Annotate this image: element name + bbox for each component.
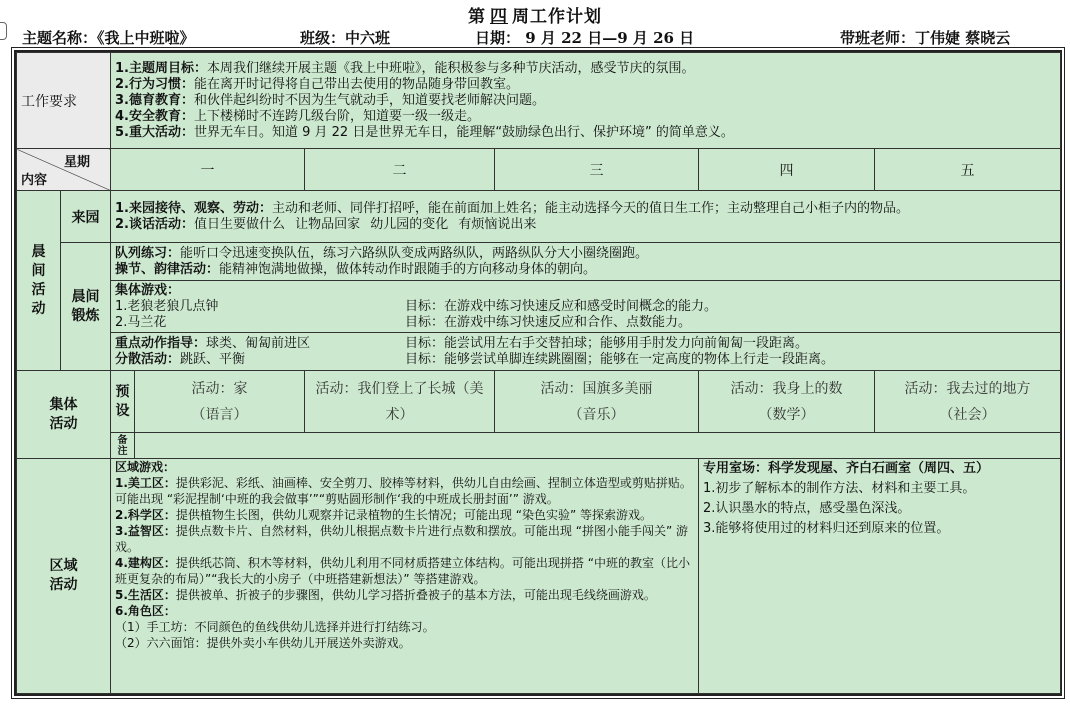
area-activity-label: [17, 459, 111, 694]
requirement-item: [115, 93, 1056, 109]
requirement-head: 5.重大活动：: [115, 124, 194, 140]
label-line: 活动: [49, 577, 78, 593]
week-number: 四: [490, 7, 508, 27]
requirements-label: 工作要求: [17, 53, 111, 149]
key-moves-row: [17, 333, 1061, 371]
requirement-item: [115, 125, 1056, 141]
area-item-text: 提供点数卡片、自然材料，供幼儿根据点数卡片进行点数和摆放。可能出现 “拼图小能手闯关” 游戏。: [115, 524, 688, 554]
free-goal: 目标：能够尝试单脚连续跳圈圈；能够在一定高度的物体上行走一段距离。: [405, 351, 835, 367]
date-range: 日期： 9 月 22 日—9 月 26 日: [475, 29, 695, 47]
activity-name: 活动：国旗多美丽: [540, 380, 653, 397]
weekday-label: 星期: [63, 155, 90, 170]
key-moves-line: [115, 336, 1056, 352]
teachers: 带班老师：丁伟婕 蔡晓云: [840, 29, 1011, 47]
activity-tue: [305, 371, 495, 433]
activity-name: 活动：家: [191, 380, 248, 397]
area-item: [115, 555, 694, 587]
requirement-item: [115, 61, 1056, 77]
area-item: [115, 523, 694, 555]
weekday-header-row: [17, 149, 1061, 191]
label-char: 间: [31, 262, 46, 279]
arrival-text: 主动和老师、同伴打招呼，能在前面加上姓名；能主动选择今天的值日生工作；主动整理自己小柜子内的物品。: [271, 200, 909, 216]
requirements-row: [17, 53, 1061, 149]
plan-info-line: [0, 27, 1070, 49]
area-item-text: 提供被单、折被子的步骤图，供幼儿学习搭折叠被子的基本方法，可能出现毛线绕画游戏。: [175, 588, 656, 602]
role-item: （2）六六面馆：提供外卖小车供幼儿开展送外卖游戏。: [115, 636, 411, 650]
activity-subject: （语言）: [191, 406, 248, 423]
game-item: [115, 299, 1056, 315]
game-item: [115, 315, 1056, 331]
label-char: 活: [31, 281, 46, 298]
game-name: 2.马兰花: [115, 314, 167, 330]
label-char: 动: [31, 300, 46, 317]
requirement-text: 本周我们继续开展主题《我上中班啦》，能积极参与多种节庆活动，感受节庆的氛围。: [206, 60, 695, 76]
game-goal: 目标：在游戏中练习快速反应和感受时间概念的能力。: [405, 298, 718, 314]
room-item: 2.认识墨水的特点，感受墨色深浅。: [703, 501, 911, 516]
room-heading: 专用室场：科学发现屋、齐白石画室（周四、五）: [703, 461, 990, 476]
area-item-text: 提供纸芯筒、积木等材料，供幼儿利用不同材质搭建立体结构。可能出现拼搭 “中班的教室（比小班更复杂的布局）”“我长大的小房子（中班搭建新想法）” 等搭建游戏。: [115, 556, 690, 586]
weekday-wed: 三: [495, 149, 699, 191]
arrival-label: 来园: [61, 191, 111, 243]
requirement-text: 和伙伴起纠纷时不因为生气就动手，知道要找老师解决问题。: [193, 92, 545, 108]
games-head: 集体游戏：: [115, 282, 181, 298]
label-line: 锻炼: [71, 307, 100, 324]
morning-activities-label: [17, 191, 61, 371]
title-prefix: 第: [468, 7, 486, 27]
activity-name: 活动：我身上的数: [730, 380, 843, 397]
queue-content: [111, 243, 1061, 281]
requirement-text: 上下楼梯时不连跨几级台阶，知道要一级一级走。: [193, 108, 480, 124]
area-item: [115, 603, 694, 619]
area-item: [115, 475, 694, 507]
requirement-head: 1.主题周目标：: [115, 60, 207, 76]
free-activity-line: [115, 352, 1056, 368]
label-char: 备: [117, 434, 128, 446]
notes-content[interactable]: [135, 433, 1061, 459]
area-item-head: 3.益智区：: [115, 524, 176, 538]
games-row: [17, 281, 1061, 333]
queue-row: [17, 243, 1061, 281]
requirement-text: 能在离开时记得将自己带出去使用的物品随身带回教室。: [193, 76, 519, 92]
arrival-row: [17, 191, 1061, 243]
notes-label: [111, 433, 135, 459]
title-suffix: 周工作计划: [512, 7, 602, 27]
notes-row: [17, 433, 1061, 459]
area-item-head: 5.生活区：: [115, 588, 176, 602]
area-heading: 区域游戏：: [115, 460, 176, 474]
rhythm-text: 能精神饱满地做操，做体转动作时跟随手的方向移动身体的朝向。: [219, 261, 597, 277]
area-item: [115, 507, 694, 523]
label-line: 活动: [49, 415, 78, 432]
preset-label: [111, 371, 135, 433]
activity-subject: （音乐）: [568, 406, 625, 423]
key-goal: 目标：能尝试用左右手交替拍球；能够用手肘发力向前匍匐一段距离。: [405, 335, 809, 351]
group-activity-row: [17, 371, 1061, 433]
talk-head: 2.谈话活动：: [115, 216, 194, 232]
label-line: 集体: [49, 396, 78, 413]
activity-thu: [699, 371, 875, 433]
area-item-text: 提供彩泥、彩纸、油画棒、安全剪刀、胶棒等材料，供幼儿自由绘画、捏制立体造型或剪贴拼贴。可能出现 “彩泥捏制‘中班的我会做事’”“剪贴圆形制作‘我的中班成长册封面’” 游戏。: [115, 476, 692, 506]
weekday-thu: 四: [699, 149, 875, 191]
area-item: [115, 587, 694, 603]
queue-text: 能听口令迅速变换队伍，练习六路纵队变成两路纵队，两路纵队分大小圈绕圈跑。: [180, 245, 649, 261]
header-diagonal-cell: [17, 149, 111, 191]
weekday-tue: 二: [305, 149, 495, 191]
queue-head: 队列练习：: [115, 245, 181, 261]
arrival-content: [111, 191, 1061, 243]
talk-topics: 值日生要做什么 让物品回家 幼儿园的变化 有烦恼说出来: [193, 216, 537, 232]
activity-name: 活动：我们登上了长城（美术）: [315, 380, 484, 423]
requirement-head: 4.安全教育：: [115, 108, 194, 124]
plan-sheet: [14, 50, 1062, 696]
requirement-head: 2.行为习惯：: [115, 76, 194, 92]
game-goal: 目标：在游戏中练习快速反应和合作、点数能力。: [405, 314, 692, 330]
room-item: 3.能够将使用过的材料归还到原来的位置。: [703, 521, 950, 536]
games-content: [111, 281, 1061, 333]
free-text: 跳跃、平衡: [180, 351, 246, 367]
plan-table: [16, 52, 1061, 694]
activity-mon: [135, 371, 305, 433]
area-item-head: 2.科学区：: [115, 508, 176, 522]
role-item: （1）手工坊：不同颜色的鱼线供幼儿选择并进行打结练习。: [115, 620, 435, 634]
area-item-text: 提供植物生长图，供幼儿观察并记录植物的生长情况；可能出现 “染色实验” 等探索游戏。: [175, 508, 652, 522]
area-item-head: 1.美工区：: [115, 476, 176, 490]
rhythm-head: 操节、韵律活动：: [115, 261, 220, 277]
label-char: 注: [117, 445, 128, 457]
group-activity-label: [17, 371, 111, 459]
requirements-content: [111, 53, 1061, 149]
activity-wed: [495, 371, 699, 433]
key-text: 球类、匍匐前进区: [206, 335, 311, 351]
label-line: 区域: [49, 558, 78, 574]
area-item-head: 4.建构区：: [115, 556, 176, 570]
activity-fri: [875, 371, 1061, 433]
arrival-head: 1.来园接待、观察、劳动：: [115, 200, 272, 216]
weekday-fri: 五: [875, 149, 1061, 191]
room-item: 1.初步了解标本的制作方法、材料和主要工具。: [703, 481, 976, 496]
content-label: 内容: [21, 173, 48, 188]
requirement-head: 3.德育教育：: [115, 92, 194, 108]
class-name: 班级：中六班: [300, 29, 391, 47]
morning-exercise-label: [61, 243, 111, 371]
activity-subject: （社会）: [939, 406, 996, 423]
game-name: 1.老狼老狼几点钟: [115, 298, 219, 314]
label-char: 晨: [31, 243, 46, 260]
activity-subject: （数学）: [758, 406, 815, 423]
theme-name: 主题名称：《我上中班啦》: [22, 29, 195, 47]
activity-name: 活动：我去过的地方: [904, 380, 1031, 397]
area-activity-row: [17, 459, 1061, 694]
label-char: 设: [115, 402, 130, 419]
key-head: 重点动作指导：: [115, 335, 207, 351]
area-games-content: [111, 459, 699, 694]
requirement-item: [115, 109, 1056, 125]
label-char: 预: [115, 383, 130, 400]
weekday-mon: 一: [111, 149, 305, 191]
special-room-content: [699, 459, 1061, 694]
label-line: 晨间: [71, 288, 100, 305]
page-title: [0, 2, 1070, 27]
requirement-text: 世界无车日。知道 9 月 22 日是世界无车日，能理解“鼓励绿色出行、保护环境” 的简单意义。: [193, 124, 734, 140]
free-head: 分散活动：: [115, 351, 181, 367]
key-moves-content: [111, 333, 1061, 371]
requirement-item: [115, 77, 1056, 93]
area-item-head: 6.角色区：: [115, 604, 176, 618]
